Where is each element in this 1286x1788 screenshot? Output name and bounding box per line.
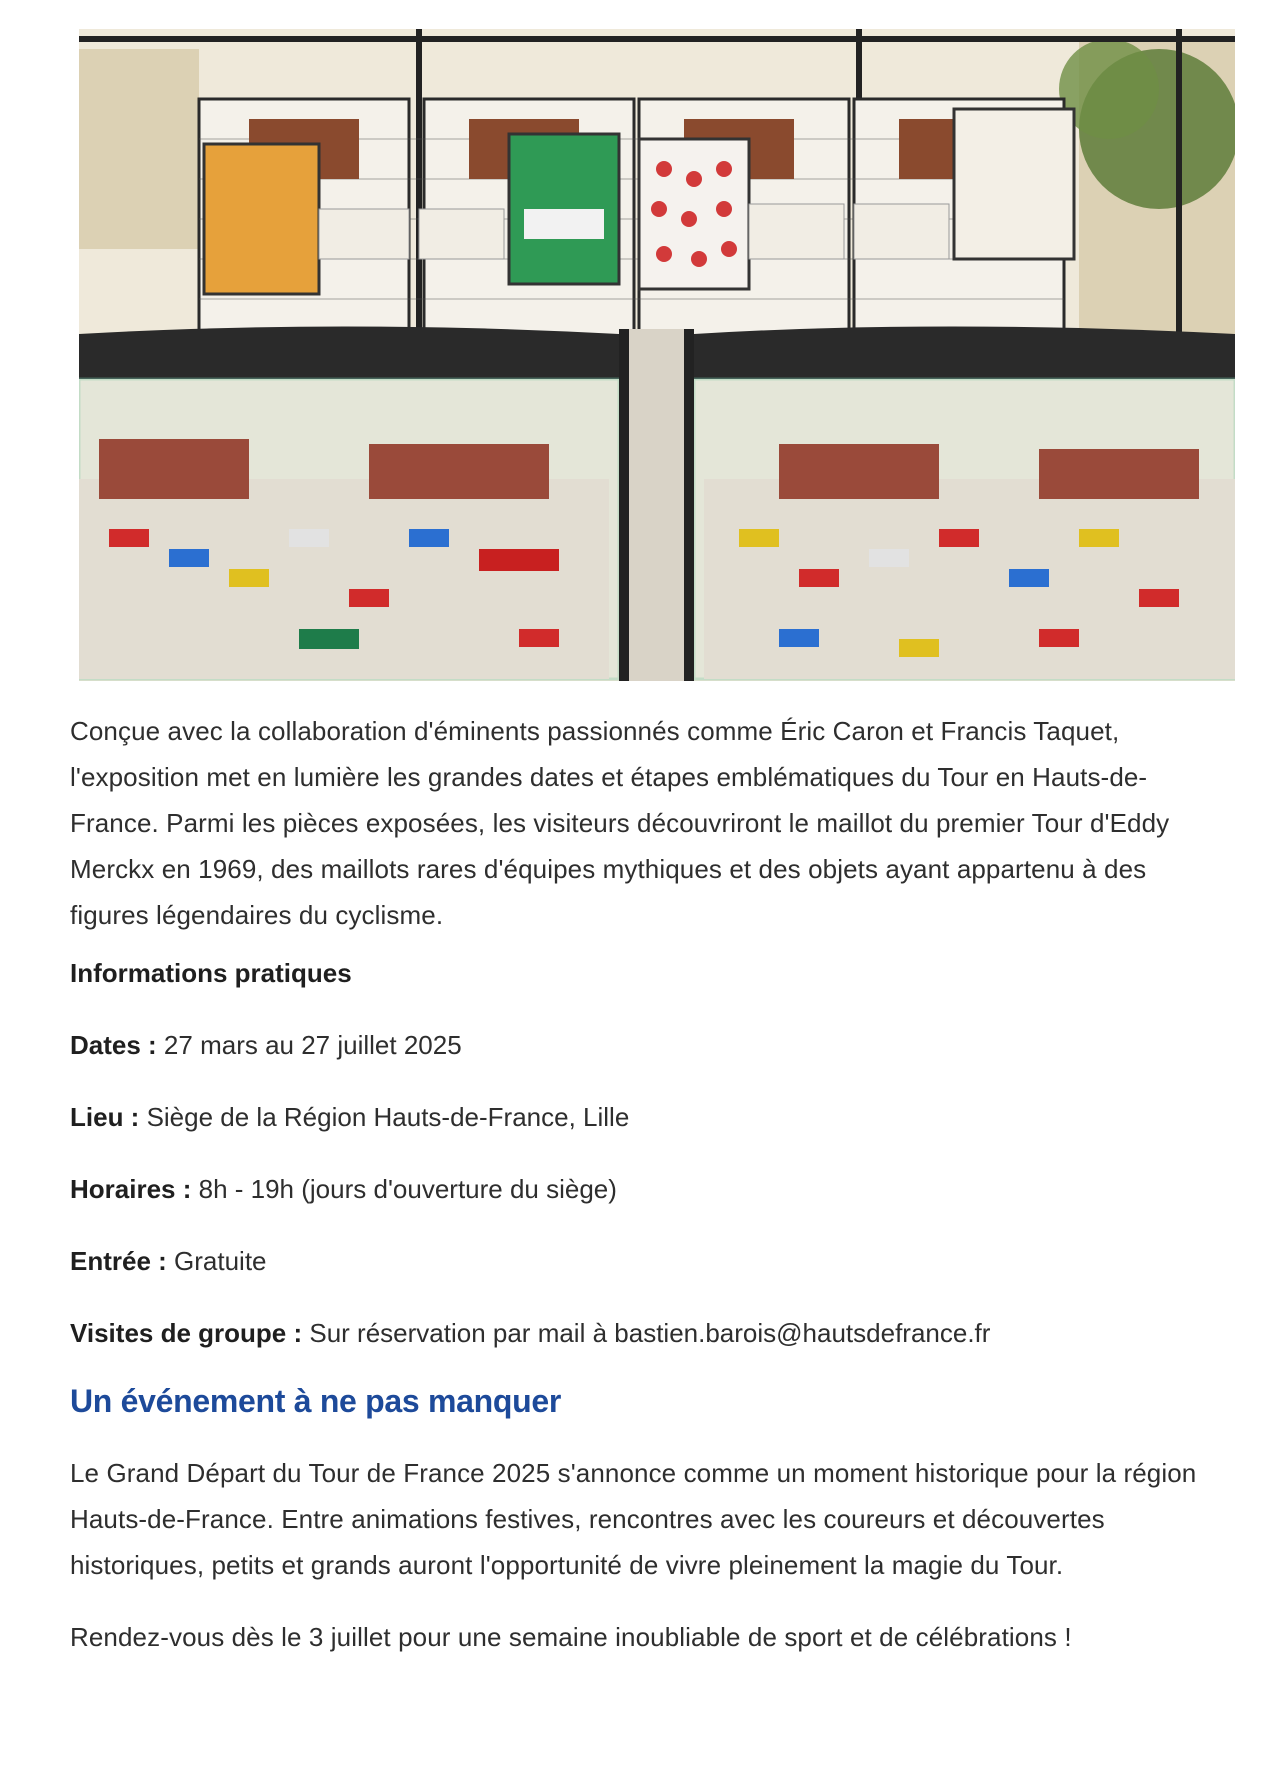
info-dates-value: 27 mars au 27 juillet 2025 [156, 1030, 462, 1060]
info-location-value: Siège de la Région Hauts-de-France, Lille [139, 1102, 630, 1132]
info-group-visits [70, 1310, 1230, 1356]
info-entry [70, 1238, 1230, 1284]
closing-paragraph: Rendez-vous dès le 3 juillet pour une semaine inoubliable de sport et de célébrations ! [70, 1622, 1072, 1652]
intro-paragraph: Conçue avec la collaboration d'éminents passionnés comme Éric Caron et Francis Taquet, l'exposition met en lumière les grandes dates et étapes emblématiques du Tour en Hauts-de-France. Parmi les pièces exposées, les visiteurs découvriront le maillot du premier Tour d'Eddy Merckx en 1969, des maillots rares d'équipes mythiques et des objets ayant appartenu à des figures légendaires du cyclisme. [70, 716, 1170, 930]
info-hours-key: Horaires : [70, 1174, 192, 1204]
info-group-visits-key: Visites de groupe : [70, 1318, 303, 1348]
practical-info-title: Informations pratiques [70, 958, 352, 988]
exhibition-photo [79, 29, 1235, 681]
info-hours [70, 1166, 1230, 1212]
article-content [70, 708, 1230, 1660]
event-section-title: Un événement à ne pas manquer [70, 1383, 562, 1419]
info-hours-value: 8h - 19h (jours d'ouverture du siège) [191, 1174, 617, 1204]
event-paragraph: Le Grand Départ du Tour de France 2025 s'annonce comme un moment historique pour la région Hauts-de-France. Entre animations festives, rencontres avec les coureurs et découvertes historiques, petits et grands auront l'opportunité de vivre pleinement la magie du Tour. [70, 1458, 1197, 1580]
info-entry-value: Gratuite [166, 1246, 267, 1276]
exhibition-photo-illustration [79, 29, 1235, 681]
info-location [70, 1094, 1230, 1140]
info-dates-key: Dates : [70, 1030, 157, 1060]
info-group-visits-value: Sur réservation par mail à bastien.barois@hautsdefrance.fr [302, 1318, 991, 1348]
info-dates [70, 1022, 1230, 1068]
info-entry-key: Entrée : [70, 1246, 167, 1276]
info-location-key: Lieu : [70, 1102, 140, 1132]
